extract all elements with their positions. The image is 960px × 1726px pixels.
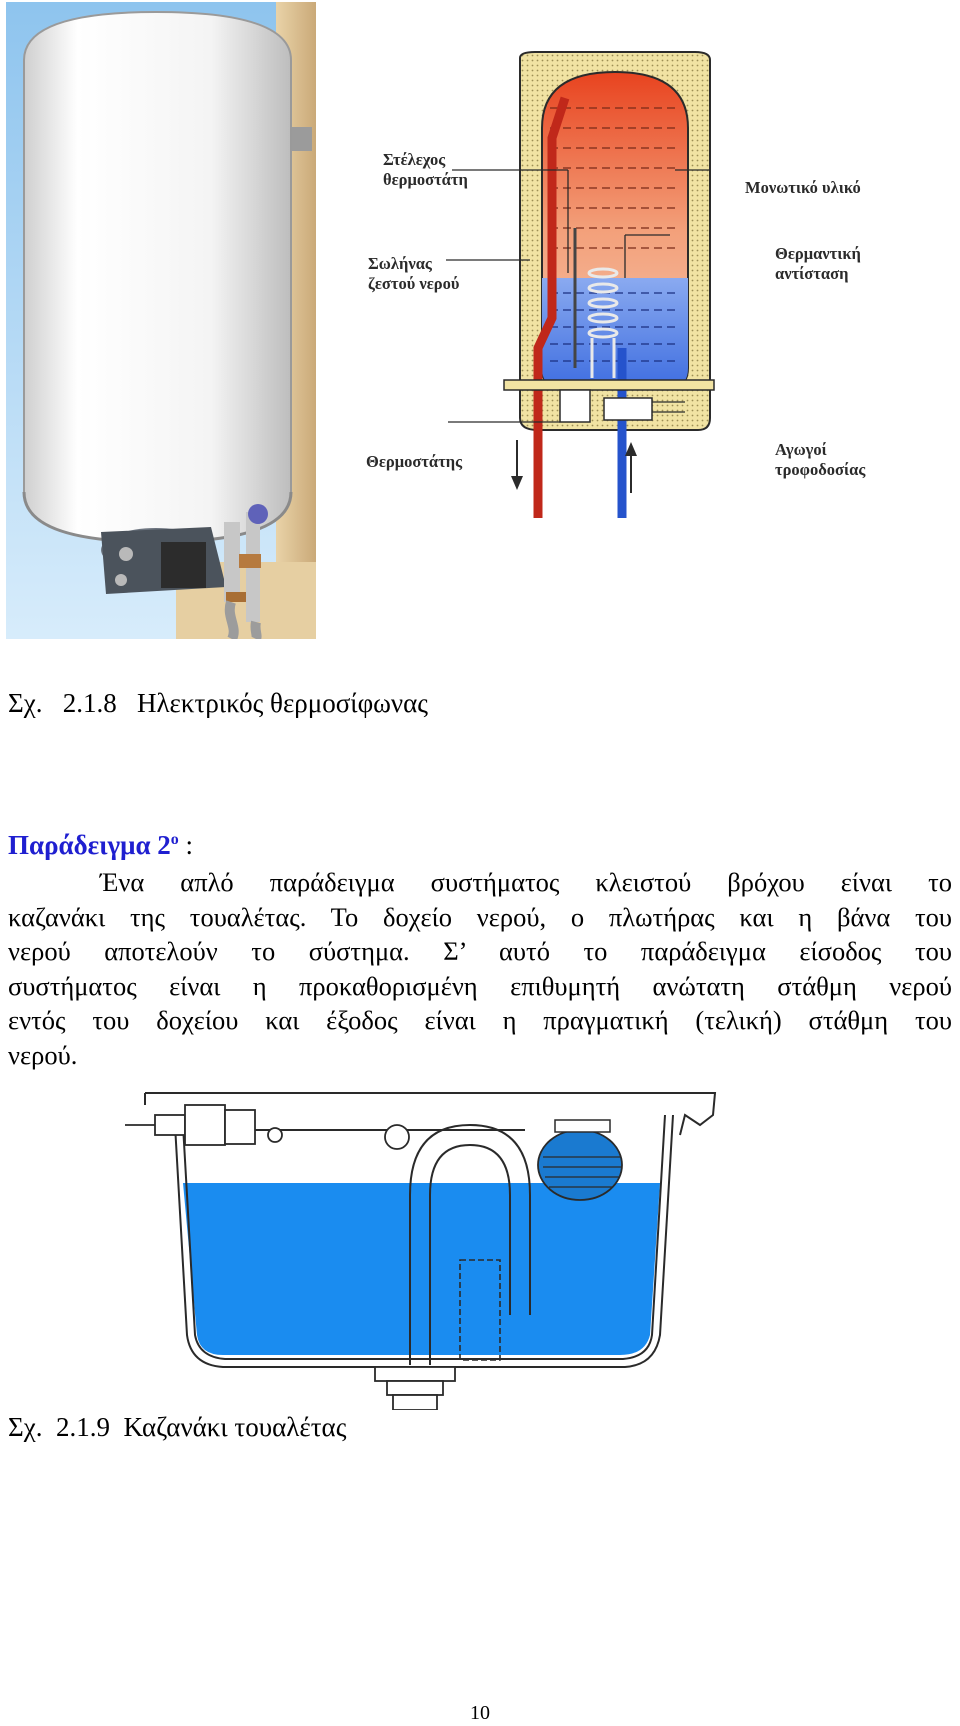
label-heater [775,244,861,284]
figure-caption-water-heater: Σχ. 2.1.8 Ηλεκτρικός θερμοσίφωνας [8,688,428,718]
label-insulation-text: Μονωτικό υλικό [745,178,861,197]
paragraph-line: καζανάκι της τουαλέτας. Το δοχείο νερού, ο πλωτήρας και η βάνα του [8,901,952,932]
paragraph-line: νερού. [8,1039,78,1070]
figure-caption-toilet-tank: Σχ. 2.1.9 Καζανάκι τουαλέτας [8,1412,347,1442]
example-heading [8,830,193,861]
water-heater-photo-graphic [6,2,316,639]
toilet-tank-figure [125,1085,720,1410]
example-heading-superscript: ο [170,831,179,848]
paragraph-line: συστήματος είναι η προκαθορισμένη επιθυμητή ανώτατη στάθμη νερού [8,970,952,1001]
label-thermostat-stem [383,150,468,190]
label-hot-pipe [368,254,459,294]
label-hot-pipe-line2: ζεστού νερού [368,274,460,293]
label-insulation [745,178,861,198]
label-supply [775,440,865,480]
label-hot-pipe-line1: Σωλήνας [368,254,432,273]
label-thermostat-stem-line1: Στέλεχος [383,150,446,169]
label-thermostat [366,452,462,472]
label-supply-line1: Αγωγοί [775,440,827,459]
water-heater-photo [6,2,316,639]
paragraph-line: νερού αποτελούν το σύστημα. Σ’ αυτό το παράδειγμα είσοδος του [8,936,952,966]
paragraph-line: Ένα απλό παράδειγμα συστήματος κλειστού βρόχου είναι το [100,867,952,897]
paragraph-line: εντός του δοχείου και έξοδος είναι η πραγματική (τελική) στάθμη του [8,1005,952,1035]
label-thermostat-text: Θερμοστάτης [366,452,463,471]
page-number: 10 [470,1702,490,1724]
label-heater-line1: Θερμαντική [775,244,861,263]
label-thermostat-stem-line2: θερμοστάτη [383,170,468,189]
example-paragraph [8,865,952,1072]
label-supply-line2: τροφοδοσίας [775,460,866,479]
example-heading-text: Παράδειγμα 2 [8,830,171,860]
label-heater-line2: αντίσταση [775,264,849,283]
toilet-tank-graphic [125,1085,720,1410]
example-heading-colon: : [178,830,194,860]
